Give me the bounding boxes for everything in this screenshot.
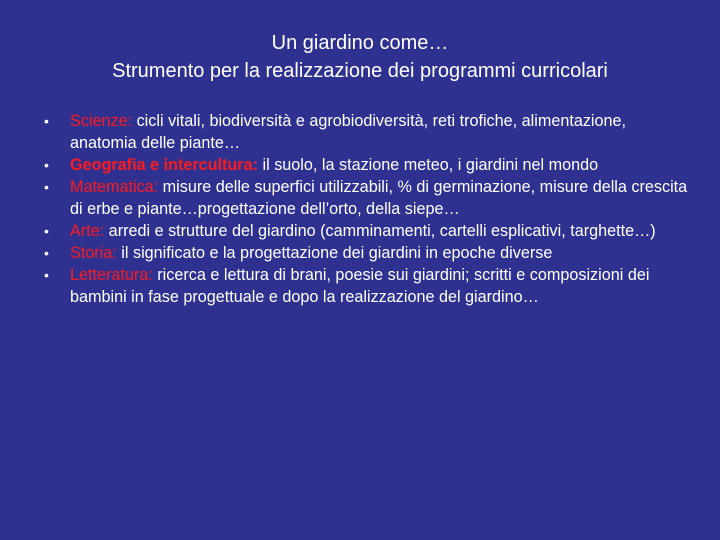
subject-label: Matematica: — [70, 178, 159, 196]
bullet-item-scienze — [40, 110, 690, 154]
bullet-text: cicli vitali, biodiversità e agrobiodiversità, reti trofiche, alimentazione, anatomia delle piante… — [70, 112, 627, 152]
bullet-text: ricerca e lettura di brani, poesie sui giardini; scritti e composizioni dei bambini in fase progettuale e dopo la realizzazione del giardino… — [70, 266, 650, 306]
subject-label: Arte: — [70, 222, 105, 240]
bullet-text: misure delle superfici utilizzabili, % di germinazione, misure della crescita di erbe e piante…progettazione dell’orto, della siepe… — [70, 178, 688, 218]
title-line-1: Un giardino come… — [271, 32, 449, 54]
bullet-item-geografia — [40, 154, 690, 176]
subject-label: Storia: — [70, 244, 117, 262]
title-line-2: Strumento per la realizzazione dei programmi curricolari — [112, 60, 608, 82]
subject-label: Scienze: — [70, 112, 133, 130]
bullet-item-storia — [40, 242, 690, 264]
bullet-marker: • — [44, 245, 49, 261]
bullet-text: il significato e la progettazione dei giardini in epoche diverse — [116, 244, 553, 262]
bullet-item-matematica — [40, 176, 690, 220]
subject-label: Letteratura: — [70, 266, 153, 284]
bullet-item-arte — [40, 220, 690, 242]
bullet-item-letteratura — [40, 264, 690, 308]
bullet-marker: • — [44, 157, 49, 173]
subject-label: Geografia e intercultura: — [70, 156, 258, 174]
bullet-list — [40, 110, 690, 308]
slide-title — [40, 29, 680, 85]
bullet-marker: • — [44, 179, 49, 195]
bullet-text: arredi e strutture del giardino (camminamenti, cartelli esplicativi, targhette…) — [104, 222, 656, 240]
bullet-marker: • — [44, 113, 49, 129]
bullet-marker: • — [44, 223, 49, 239]
bullet-text: il suolo, la stazione meteo, i giardini nel mondo — [258, 156, 599, 174]
bullet-marker: • — [44, 267, 49, 283]
